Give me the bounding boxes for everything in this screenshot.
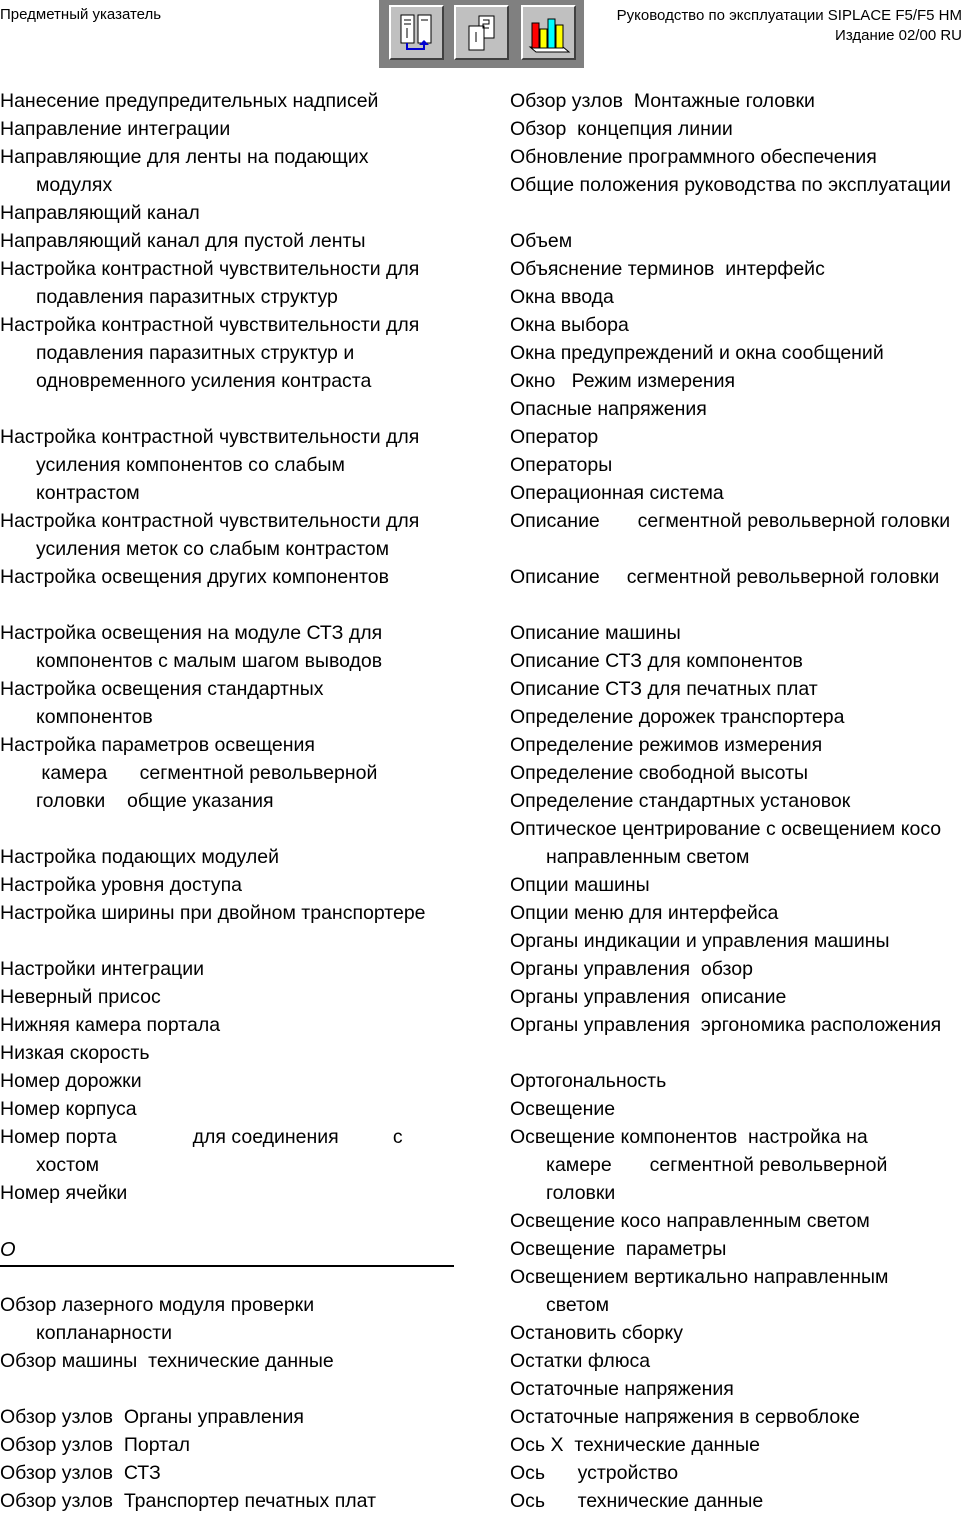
manual-title: Руководство по эксплуатации SIPLACE F5/F5 HM xyxy=(616,7,962,24)
index-entry[interactable]: Настройки интеграции xyxy=(0,958,205,980)
index-entry-continuation[interactable]: направленным светом xyxy=(546,846,750,868)
index-entry[interactable]: Описание СТЗ для компонентов xyxy=(510,650,803,672)
index-entry[interactable]: Направляющий канал для пустой ленты xyxy=(0,230,366,252)
index-entry[interactable]: Объяснение терминов интерфейс xyxy=(510,258,825,280)
index-entry[interactable]: Настройка освещения стандартных xyxy=(0,678,324,700)
index-entry[interactable]: Настройка контрастной чувствительности для xyxy=(0,258,420,280)
index-entry[interactable]: Опции меню для интерфейса xyxy=(510,902,779,924)
index-entry[interactable]: Настройка освещения других компонентов xyxy=(0,566,389,588)
index-entry[interactable]: Определение режимов измерения xyxy=(510,734,823,756)
index-entry[interactable]: Обзор машины технические данные xyxy=(0,1350,334,1372)
index-entry[interactable]: Освещение косо направленным светом xyxy=(510,1210,870,1232)
index-entry-continuation[interactable]: камере сегментной револьверной xyxy=(546,1154,888,1176)
index-entry[interactable]: Операторы xyxy=(510,454,613,476)
index-entry[interactable]: Опции машины xyxy=(510,874,650,896)
index-entry-continuation[interactable]: головки xyxy=(546,1182,616,1204)
index-entry[interactable]: Настройка ширины при двойном транспортере xyxy=(0,902,426,924)
index-entry-continuation[interactable]: подавления паразитных структур xyxy=(36,286,338,308)
index-entry[interactable]: Общие положения руководства по эксплуатации xyxy=(510,174,951,196)
index-entry[interactable]: Освещение компонентов настройка на xyxy=(510,1126,868,1148)
index-entry[interactable]: Определение дорожек транспортера xyxy=(510,706,845,728)
index-entry-continuation[interactable]: подавления паразитных структур и xyxy=(36,342,355,364)
index-entry[interactable]: Остатки флюса xyxy=(510,1350,651,1372)
page-navigation-button[interactable] xyxy=(454,5,509,60)
index-entry[interactable]: Остаточные напряжения в сервоблоке xyxy=(510,1406,860,1428)
index-entry[interactable]: Ось устройство xyxy=(510,1462,679,1484)
index-entry-continuation[interactable]: светом xyxy=(546,1294,610,1316)
index-entry[interactable]: Описание машины xyxy=(510,622,681,644)
index-entry[interactable]: Ортогональность xyxy=(510,1070,667,1092)
navigation-toolbar xyxy=(379,0,584,68)
books-icon xyxy=(527,11,571,55)
index-entry[interactable]: Неверный присос xyxy=(0,986,161,1008)
index-entry[interactable]: Номер порта для соединения с xyxy=(0,1126,403,1148)
index-entry-continuation[interactable]: камера сегментной револьверной xyxy=(36,762,378,784)
index-entry[interactable]: Направляющий канал xyxy=(0,202,200,224)
section-letter-heading: O xyxy=(0,1239,16,1261)
index-entry[interactable]: Обзор узлов Органы управления xyxy=(0,1406,304,1428)
section-divider xyxy=(0,1265,454,1267)
index-entry[interactable]: Остаточные напряжения xyxy=(510,1378,734,1400)
index-entry-continuation[interactable]: усиления компонентов со слабым xyxy=(36,454,345,476)
index-entry[interactable]: Определение свободной высоты xyxy=(510,762,809,784)
index-entry[interactable]: Обзор узлов Портал xyxy=(0,1434,191,1456)
index-entry[interactable]: Ось X технические данные xyxy=(510,1434,760,1456)
index-entry[interactable]: Нанесение предупредительных надписей xyxy=(0,90,379,112)
index-entry-continuation[interactable]: хостом xyxy=(36,1154,100,1176)
index-entry-continuation[interactable]: компонентов xyxy=(36,706,153,728)
index-entry[interactable]: Обновление программного обеспечения xyxy=(510,146,877,168)
contents-navigation-button[interactable] xyxy=(389,5,444,60)
index-entry[interactable]: Окна выбора xyxy=(510,314,629,336)
index-entry-continuation[interactable]: головки общие указания xyxy=(36,790,274,812)
document-header xyxy=(617,6,962,46)
index-entry[interactable]: Опасные напряжения xyxy=(510,398,707,420)
index-entry[interactable]: Низкая скорость xyxy=(0,1042,150,1064)
index-entry-continuation[interactable]: усиления меток со слабым контрастом xyxy=(36,538,390,560)
index-entry[interactable]: Настройка уровня доступа xyxy=(0,874,243,896)
pages-icon xyxy=(462,12,502,54)
index-entry[interactable]: Номер дорожки xyxy=(0,1070,142,1092)
index-entry[interactable]: Обзор концепция линии xyxy=(510,118,733,140)
index-entry-continuation[interactable]: одновременного усиления контраста xyxy=(36,370,372,392)
index-entry-continuation[interactable]: копланарности xyxy=(36,1322,173,1344)
index-entry-continuation[interactable]: компонентов с малым шагом выводов xyxy=(36,650,383,672)
index-entry[interactable]: Направляющие для ленты на подающих xyxy=(0,146,369,168)
index-entry[interactable]: Настройка контрастной чувствительности для xyxy=(0,510,420,532)
index-entry[interactable]: Обзор узлов Монтажные головки xyxy=(510,90,815,112)
index-entry[interactable]: Органы индикации и управления машины xyxy=(510,930,890,952)
index-entry[interactable]: Оптическое центрирование с освещением косо xyxy=(510,818,942,840)
index-entry[interactable]: Обзор лазерного модуля проверки xyxy=(0,1294,315,1316)
index-entry[interactable]: Описание сегментной револьверной головки xyxy=(510,566,940,588)
index-entry-continuation[interactable]: контрастом xyxy=(36,482,140,504)
index-entry[interactable]: Настройка контрастной чувствительности для xyxy=(0,426,420,448)
index-entry[interactable]: Органы управления описание xyxy=(510,986,787,1008)
index-entry[interactable]: Окно Режим измерения xyxy=(510,370,736,392)
index-entry[interactable]: Настройка освещения на модуле СТЗ для xyxy=(0,622,383,644)
index-entry[interactable]: Органы управления обзор xyxy=(510,958,753,980)
index-entry[interactable]: Освещение параметры xyxy=(510,1238,727,1260)
index-entry[interactable]: Определение стандартных установок xyxy=(510,790,851,812)
index-entry[interactable]: Описание СТЗ для печатных плат xyxy=(510,678,818,700)
index-entry[interactable]: Освещением вертикально направленным xyxy=(510,1266,889,1288)
index-entry[interactable]: Обзор узлов Транспортер печатных плат xyxy=(0,1490,377,1512)
section-title: Предметный указатель xyxy=(0,6,162,23)
edition-label: Издание 02/00 RU xyxy=(835,27,962,44)
index-entry[interactable]: Обзор узлов СТЗ xyxy=(0,1462,161,1484)
index-entry[interactable]: Операционная система xyxy=(510,482,724,504)
index-entry[interactable]: Объем xyxy=(510,230,573,252)
index-entry[interactable]: Направление интеграции xyxy=(0,118,231,140)
contents-navigation-icon xyxy=(397,12,437,54)
index-entry[interactable]: Остановить сборку xyxy=(510,1322,683,1344)
index-entry[interactable]: Номер ячейки xyxy=(0,1182,128,1204)
index-entry[interactable]: Настройка параметров освещения xyxy=(0,734,315,756)
index-entry[interactable]: Оператор xyxy=(510,426,599,448)
index-entry[interactable]: Освещение xyxy=(510,1098,616,1120)
index-entry[interactable]: Окна ввода xyxy=(510,286,614,308)
index-entry[interactable]: Нижняя камера портала xyxy=(0,1014,221,1036)
index-entry[interactable]: Номер корпуса xyxy=(0,1098,137,1120)
index-entry-continuation[interactable]: модулях xyxy=(36,174,113,196)
library-button[interactable] xyxy=(521,5,576,60)
index-entry[interactable]: Описание сегментной револьверной головки xyxy=(510,510,951,532)
index-entry[interactable]: Ось технические данные xyxy=(510,1490,764,1512)
index-entry[interactable]: Органы управления эргономика расположения xyxy=(510,1014,942,1036)
index-entry[interactable]: Настройка контрастной чувствительности для xyxy=(0,314,420,336)
index-entry[interactable]: Окна предупреждений и окна сообщений xyxy=(510,342,884,364)
index-entry[interactable]: Настройка подающих модулей xyxy=(0,846,279,868)
